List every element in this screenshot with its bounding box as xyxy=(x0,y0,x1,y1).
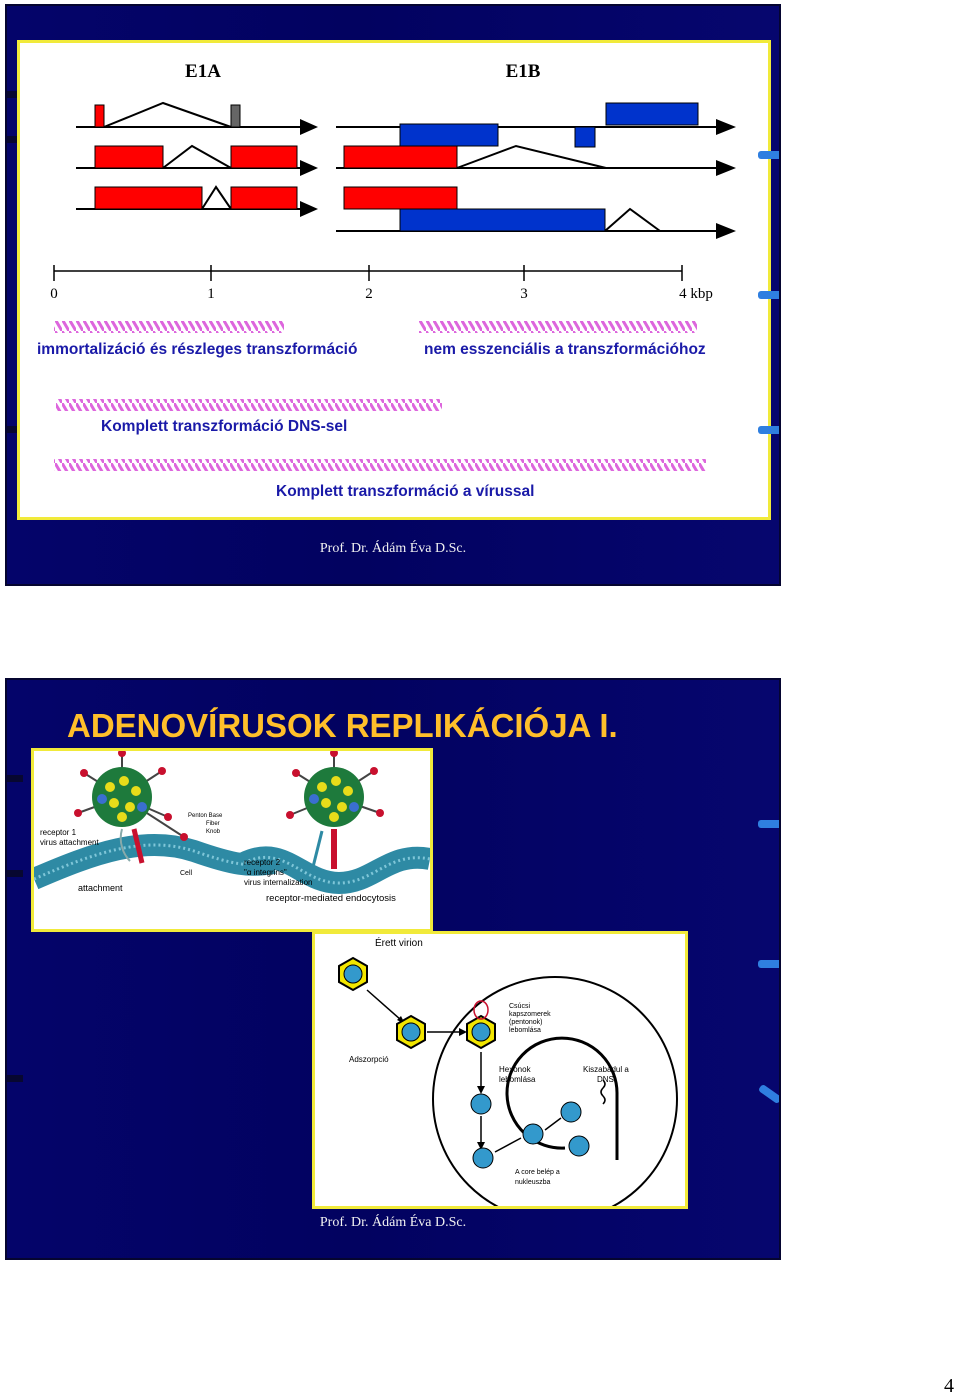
label-csucsi: kapszomerek xyxy=(509,1011,551,1018)
right-edge-mark xyxy=(758,1084,781,1104)
label-erett-virion: Érett virion xyxy=(375,938,423,949)
viral-core xyxy=(561,1102,581,1122)
label-receptor-mediated-endocytosis: receptor-mediated endocytosis xyxy=(266,893,396,904)
axis-tick-label: 2 xyxy=(365,286,373,302)
viral-core xyxy=(473,1148,493,1168)
exon-e1b xyxy=(400,124,498,146)
label-hexonok: lebomlása xyxy=(499,1075,536,1084)
exon-e1a xyxy=(95,105,104,127)
label-integrins: "α integrins" xyxy=(244,868,287,877)
label-fiber: Fiber xyxy=(206,821,220,827)
gene-label-e1b: E1B xyxy=(505,61,541,82)
attachment-diagram xyxy=(31,748,433,932)
label-csucsi: lebomlása xyxy=(509,1027,541,1034)
caption-nonessential: nem esszenciális a transzformációhoz xyxy=(424,341,706,358)
attachment-illustration xyxy=(34,751,430,929)
slide-title: ADENOVÍRUSOK REPLIKÁCIÓJA I. xyxy=(67,707,618,744)
right-edge-mark xyxy=(758,151,781,159)
axis-tick-label: 1 xyxy=(207,286,215,302)
intron-splice xyxy=(605,209,660,231)
label-receptor-2: receptor 2 xyxy=(244,858,281,867)
label-csucsi: (pentonok) xyxy=(509,1019,543,1026)
left-edge-mark xyxy=(7,775,23,782)
label-virus-attachment: virus attachment xyxy=(40,838,99,847)
replication-illustration xyxy=(315,934,685,1206)
label-csucsi: Csúcsi xyxy=(509,1003,531,1010)
exon-e1b xyxy=(400,209,605,231)
label-knob: Knob xyxy=(206,829,221,835)
exon-e1a xyxy=(95,187,202,209)
label-core-belep: A core belép a xyxy=(515,1169,560,1176)
viral-core xyxy=(523,1124,543,1144)
intron-splice xyxy=(202,187,231,209)
label-kiszabadul: Kiszabadul a xyxy=(583,1065,629,1074)
nucleus-outline xyxy=(507,1038,617,1160)
axis-tick-label: 0 xyxy=(50,286,58,302)
label-penton-base: Penton Base xyxy=(188,813,223,819)
right-edge-mark xyxy=(758,291,781,299)
exon-e1a xyxy=(231,146,297,168)
axis-tick-label: 3 xyxy=(520,286,528,302)
caption-immortalization: immortalizáció és részleges transzformáció xyxy=(37,341,358,358)
kbp-axis xyxy=(50,265,713,302)
label-core-belep: nukleuszba xyxy=(515,1179,551,1186)
exon-e1b xyxy=(344,146,457,168)
slide-footer: Prof. Dr. Ádám Éva D.Sc. xyxy=(319,1215,467,1230)
label-receptor-1: receptor 1 xyxy=(40,828,77,837)
viral-core xyxy=(471,1094,491,1114)
left-edge-mark xyxy=(7,1075,23,1082)
region-bar-virus xyxy=(54,459,706,471)
axis-tick-label: 4 kbp xyxy=(679,286,713,302)
transcript-row-1 xyxy=(76,103,736,147)
transcript-row-2 xyxy=(76,146,736,176)
replication-steps-diagram xyxy=(312,931,688,1209)
e1-gene-map xyxy=(20,43,768,517)
page-number: 4 xyxy=(944,1375,954,1397)
exon-e1b xyxy=(575,127,595,147)
label-hexonok: Hexonok xyxy=(499,1065,531,1074)
region-bar-immortalization xyxy=(54,321,284,333)
label-virus-internalization: virus internalization xyxy=(244,878,313,887)
label-cell: Cell xyxy=(180,870,193,877)
viral-core xyxy=(569,1136,589,1156)
exon-e1b xyxy=(344,187,457,209)
intron-splice xyxy=(163,146,231,168)
caption-complete-virus: Komplett transzformáció a vírussal xyxy=(276,483,535,500)
gene-map-panel xyxy=(17,40,771,520)
intron-splice xyxy=(457,146,606,168)
region-bar-nonessential xyxy=(419,321,697,333)
exon-e1a xyxy=(231,187,297,209)
slide-2 xyxy=(5,678,781,1260)
left-edge-mark xyxy=(7,870,23,877)
right-edge-mark xyxy=(758,820,781,828)
label-adszorpcio: Adszorpció xyxy=(349,1055,389,1064)
right-edge-mark xyxy=(758,426,781,434)
label-attachment: attachment xyxy=(78,883,123,893)
transcript-row-3 xyxy=(76,187,736,239)
exon-e1b xyxy=(606,103,698,125)
slide-1 xyxy=(5,4,781,586)
intron-splice xyxy=(104,103,231,127)
region-bar-dna xyxy=(56,399,442,411)
exon-e1a xyxy=(95,146,163,168)
adenovirus-virion xyxy=(286,751,384,871)
caption-complete-dna: Komplett transzformáció DNS-sel xyxy=(101,418,348,435)
label-kiszabadul: DNS xyxy=(597,1075,614,1084)
gene-label-e1a: E1A xyxy=(185,61,221,82)
exon-e1a xyxy=(231,105,240,127)
right-edge-mark xyxy=(758,960,781,968)
slide-footer: Prof. Dr. Ádám Éva D.Sc. xyxy=(319,541,467,556)
